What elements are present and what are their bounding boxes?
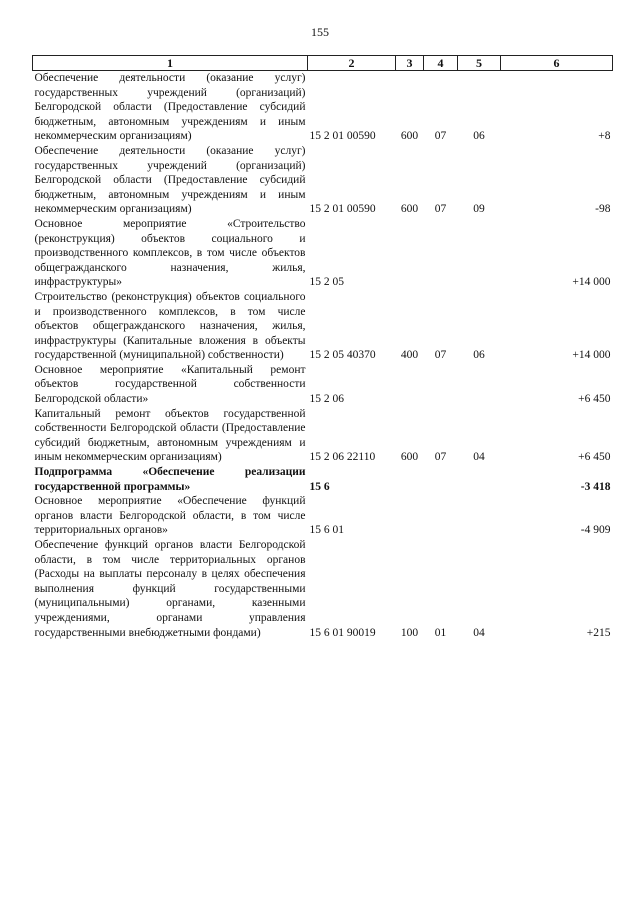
cell-c5 [458,494,501,538]
cell-c5: 04 [473,626,485,639]
cell-name: Основное мероприятие «Обеспечение функций органов власти Белгородской области, в том числе территориальных органов» [34,495,306,537]
cell-amount: +6 450 [578,393,611,406]
cell-c5: 06 [473,130,485,143]
header-cell: 4 [424,56,458,71]
cell-c5: 06 [473,349,485,362]
cell-c4: 01 [434,626,447,639]
cell-name: Капитальный ремонт объектов государственной собственности Белгородской области (Предоставление субсидий бюджетным, автономным учреждениям и иным некоммерческим организациям) [34,407,306,464]
cell-c3: 100 [400,626,419,639]
table-row [33,290,613,363]
table-row [33,71,613,144]
cell-c4: 07 [434,203,447,216]
cell-c4: 07 [434,349,447,362]
cell-amount: +215 [586,626,611,639]
cell-c5: 09 [473,203,485,216]
cell-code: 15 2 01 00590 [309,203,376,216]
cell-name: Обеспечение функций органов власти Белгородской области, в том числе территориальных органов (Расходы на выплаты персоналу в целях обеспечения выполнения функций государственными (муниципальными) органами, казенными учреждениями, органами управления государственными внебюджетными фондами) [34,539,306,639]
cell-c3 [396,494,424,538]
table-row [33,407,613,465]
cell-c4 [424,465,458,494]
cell-name: Основное мероприятие «Строительство (реконструкция) объектов социального и производственного комплексов, в том числе объектов общегражданского назначения, жилья, инфраструктуры» [34,217,306,289]
cell-c3: 600 [400,203,419,216]
cell-c4: 07 [434,130,447,143]
cell-amount: -98 [595,203,611,216]
cell-code: 15 2 05 40370 [309,349,376,362]
budget-table [32,55,613,640]
header-cell: 2 [308,56,396,71]
cell-code: 15 2 05 [309,276,344,289]
cell-code: 15 2 01 00590 [309,130,376,143]
cell-c3 [396,465,424,494]
cell-c3 [396,217,424,290]
table-row [33,217,613,290]
cell-amount: +14 000 [572,276,611,289]
table-row [33,538,613,640]
cell-code: 15 6 01 [309,524,344,537]
table-row [33,144,613,217]
cell-c3: 600 [400,130,419,143]
cell-amount: -3 418 [580,480,611,493]
cell-c5 [458,465,501,494]
table-body [33,71,613,641]
cell-c3: 600 [400,451,419,464]
header-cell: 5 [458,56,501,71]
cell-c4: 07 [434,451,447,464]
cell-name: Основное мероприятие «Капитальный ремонт объектов государственной собственности Белгородской области» [34,363,306,406]
cell-code: 15 6 01 90019 [309,626,376,639]
cell-c5 [458,363,501,407]
cell-code: 15 6 [309,480,330,493]
cell-amount: +14 000 [572,349,611,362]
table-row [33,363,613,407]
cell-name: Строительство (реконструкция) объектов социального и производственного комплексов, в том числе объектов общегражданского назначения, жилья, инфраструктуры (Капитальные вложения в объекты государственной (муниципальной) собственности) [34,290,306,362]
table-row [33,494,613,538]
header-cell: 1 [33,56,308,71]
cell-c3 [396,363,424,407]
header-cell: 3 [396,56,424,71]
cell-amount: -4 909 [580,524,611,537]
cell-code: 15 2 06 [309,393,344,406]
cell-c4 [424,363,458,407]
cell-code: 15 2 06 22110 [309,451,376,464]
cell-c5: 04 [473,451,485,464]
cell-amount: +6 450 [578,451,611,464]
header-cell: 6 [501,56,613,71]
cell-name: Обеспечение деятельности (оказание услуг) государственных учреждений (организаций) Белгородской области (Предоставление субсидий бюджетным, автономным учреждениям и иным некоммерческим организациям) [34,144,306,216]
cell-name: Обеспечение деятельности (оказание услуг) государственных учреждений (организаций) Белгородской области (Предоставление субсидий бюджетным, автономным учреждениям и иным некоммерческим организациям) [34,72,306,143]
cell-c4 [424,217,458,290]
page-number: 155 [311,25,329,39]
cell-c4 [424,494,458,538]
cell-c3: 400 [400,349,419,362]
header-row [33,56,613,71]
cell-name: Подпрограмма «Обеспечение реализации государственной программы» [34,466,306,493]
cell-amount: +8 [598,130,611,143]
table-row [33,465,613,494]
cell-c5 [458,217,501,290]
